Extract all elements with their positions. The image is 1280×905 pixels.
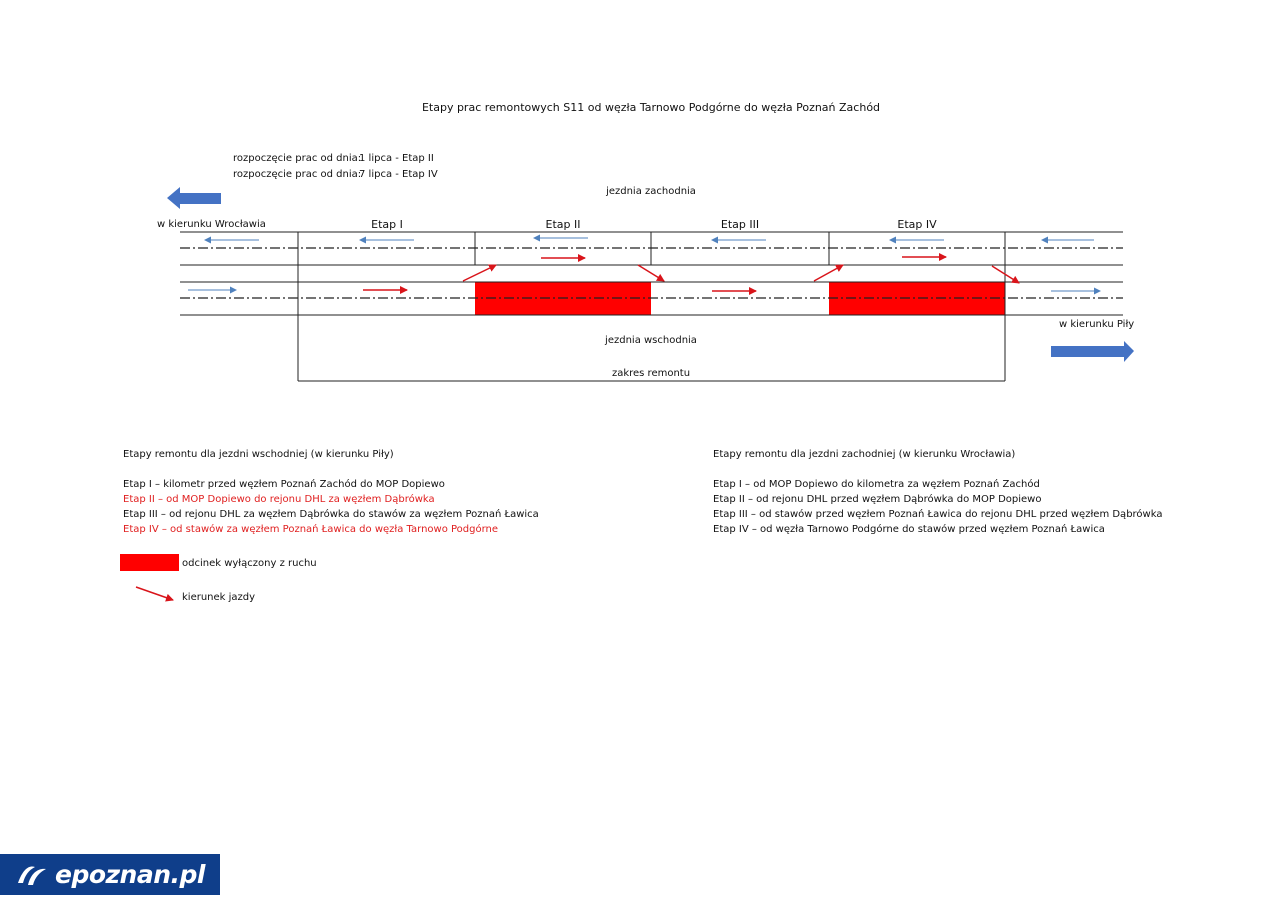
north-direction-big-arrow [1051,341,1134,362]
start-date-value-1: 1 lipca - Etap II [359,153,434,164]
logo-icon [15,861,49,889]
west-list-item: Etap IV – od węzła Tarnowo Podgórne do stawów przed węzłem Poznań Ławica [713,524,1105,535]
stage-label-2: Etap II [545,218,581,231]
west-list-item: Etap I – od MOP Dopiewo do kilometra za węzłem Poznań Zachód [713,479,1040,490]
west-list-item: Etap II – od rejonu DHL przed węzłem Dąbrówka do MOP Dopiewo [713,494,1042,505]
crossover-arrow-red [638,265,664,281]
west-list-item: Etap III – od stawów przed węzłem Poznań Ławica do rejonu DHL przed węzłem Dąbrówka [713,509,1163,520]
start-date-label-1: rozpoczęcie prac od dnia: [233,153,362,164]
legend-closed-label: odcinek wyłączony z ruchu [182,558,317,569]
direction-west-label: w kierunku Wrocławia [157,219,266,230]
start-date-value-2: 7 lipca - Etap IV [359,169,438,180]
west-direction-big-arrow [167,187,221,209]
direction-north-label: w kierunku Piły [1059,319,1135,330]
west-traffic-arrows [205,238,1094,240]
scope-label: zakres remontu [611,368,691,379]
west-carriageway-label: jezdnia zachodnia [606,186,696,197]
east-list-item: Etap I – kilometr przed węzłem Poznań Zachód do MOP Dopiewo [123,479,445,490]
start-date-label-2: rozpoczęcie prac od dnia: [233,169,362,180]
west-list-heading: Etapy remontu dla jezdni zachodniej (w kierunku Wrocławia) [713,449,1016,460]
east-list-item: Etap III – od rejonu DHL za węzłem Dąbrówka do stawów za węzłem Poznań Ławica [123,509,539,520]
east-carriageway-label: jezdnia wschodnia [605,335,697,346]
crossover-arrow-red [814,265,843,281]
crossover-arrow-red [463,265,496,281]
east-list-item: Etap IV – od stawów za węzłem Poznań Ławica do węzła Tarnowo Podgórne [123,524,499,535]
logo-text: epoznan.pl [54,860,205,889]
legend-direction-label: kierunek jazdy [182,592,256,603]
epoznan-logo[interactable] [0,854,220,895]
stage-label-3: Etap III [720,218,760,231]
east-list-item: Etap II – od MOP Dopiewo do rejonu DHL za węzłem Dąbrówka [123,494,435,505]
stage-label-4: Etap IV [897,218,937,231]
east-list-heading: Etapy remontu dla jezdni wschodniej (w kierunku Piły) [123,449,394,460]
legend-direction-arrow [136,587,173,600]
diagram-title: Etapy prac remontowych S11 od węzła Tarnowo Podgórne do węzła Poznań Zachód [421,101,881,114]
stage-label-1: Etap I [371,218,403,231]
legend-closed-swatch [120,554,179,571]
